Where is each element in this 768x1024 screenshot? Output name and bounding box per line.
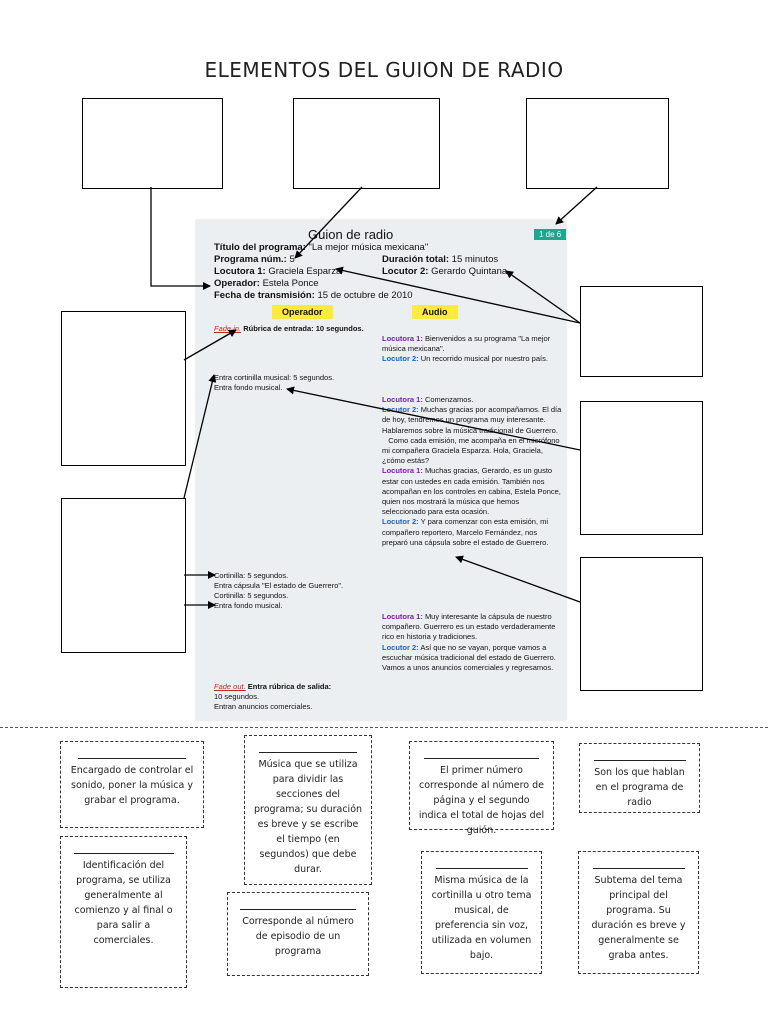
answer-blank[interactable]: [436, 858, 528, 869]
definition-card-capsula[interactable]: Subtema del tema principal del programa. Su duración es breve y generalmente se graba antes.: [578, 851, 699, 974]
definition-card-rubrica[interactable]: Identificación del programa, se utiliza generalmente al comienzo y al final o para salir a comerciales.: [60, 836, 187, 988]
answer-blank[interactable]: [259, 742, 357, 753]
answer-blank[interactable]: [594, 750, 686, 761]
audio-block-1: Locutora 1: Bienvenidos a su programa "La mejor música mexicana". Locutor 2: Un recorrido musical por nuestro país.: [382, 334, 551, 364]
cue-capsula: Cortinilla: 5 segundos. Entra cápsula "El estado de Guerrero". Cortinilla: 5 segundos. Entra fondo musical.: [214, 571, 344, 610]
answer-box-top-center[interactable]: [293, 98, 440, 189]
radio-script-image: [196, 220, 566, 720]
answer-blank[interactable]: [593, 858, 685, 869]
locutora1-row: Locutora 1: Graciela Esparza: [214, 266, 342, 277]
column-header-operador: Operador: [272, 305, 333, 319]
column-header-audio: Audio: [412, 305, 458, 319]
cue-cortinilla: Entra cortinilla musical: 5 segundos. Entra fondo musical.: [214, 373, 335, 392]
answer-box-right-3[interactable]: [580, 557, 703, 691]
definition-card-locutores[interactable]: Son los que hablan en el programa de radio: [579, 743, 700, 813]
cue-fade-out: Fade out. Entra rúbrica de salida: 10 segundos. Entran anuncios comerciales.: [214, 682, 332, 711]
audio-block-2: Locutora 1: Comenzamos. Locutor 2: Muchas gracias por acompañarnos. El día de hoy, tendremos un programa muy interesante. Hablaremos sobre la música tradicional de Guerrero. Como cada emisión, me acompaña en el micrófono mi compañera Graciela Esparza. Hola, Graciela, ¿cómo estás? Locutora 1: Muchas gracias, Gerardo, es un gusto estar con ustedes en cada emisión. También nos acompañan en los controles en cabina, Estela Ponce, quien nos mostrará la música que hemos seleccionado para esta ocasión. Locutor 2: Y para comenzar con esta emisión, mi compañero reportero, Marcelo Fernández, nos preparó una cápsula sobre el estado de Guerrero.: [382, 395, 562, 547]
program-number-row: Programa núm.: 5: [214, 254, 295, 265]
page-badge: 1 de 6: [534, 229, 566, 240]
answer-blank[interactable]: [424, 748, 539, 759]
answer-blank[interactable]: [78, 748, 186, 759]
script-title: Guion de radio: [308, 227, 394, 242]
answer-box-right-1[interactable]: [580, 286, 703, 377]
definition-card-fondo-musical[interactable]: Misma música de la cortinilla u otro tema musical, de preferencia sin voz, utilizada en volumen bajo.: [421, 851, 542, 974]
answer-box-left-upper[interactable]: [61, 311, 186, 466]
definition-card-numero-pagina[interactable]: El primer número corresponde al número de página y el segundo indica el total de hojas del guión.: [409, 741, 554, 830]
locutor2-row: Locutor 2: Gerardo Quintana: [382, 266, 508, 277]
answer-box-top-right[interactable]: [526, 98, 669, 189]
definition-card-operador[interactable]: Encargado de controlar el sonido, poner la música y grabar el programa.: [60, 741, 204, 828]
cut-line: [0, 727, 768, 728]
definition-card-programa-num[interactable]: Corresponde al número de episodio de un programa: [227, 892, 369, 976]
program-title-row: Título del programa: "La mejor música mexicana": [214, 242, 429, 253]
answer-blank[interactable]: [240, 899, 356, 910]
page-title: ELEMENTOS DEL GUION DE RADIO: [204, 58, 564, 82]
fecha-row: Fecha de transmisión: 15 de octubre de 2010: [214, 290, 413, 301]
definition-card-cortinilla[interactable]: Música que se utiliza para dividir las secciones del programa; su duración es breve y se escribe el tiempo (en segundos) que debe durar.: [244, 735, 372, 885]
arrow-to-page-badge: [556, 187, 597, 224]
answer-box-top-left[interactable]: [82, 98, 223, 189]
operador-row: Operador: Estela Ponce: [214, 278, 319, 289]
cue-fade-in: Fade in. Rúbrica de entrada: 10 segundos.: [214, 324, 364, 333]
answer-box-left-lower[interactable]: [61, 498, 186, 653]
duration-row: Duración total: 15 minutos: [382, 254, 499, 265]
audio-block-3: Locutora 1: Muy interesante la cápsula de nuestro compañero. Guerrero es un estado verdaderamente rico en historia y tradiciones. Locutor 2: Así que no se vayan, porque vamos a escuchar música tradicional del estado de Guerrero. Vamos a unos anuncios comerciales y regresamos.: [382, 612, 556, 673]
answer-box-right-2[interactable]: [580, 401, 703, 535]
answer-blank[interactable]: [74, 843, 174, 854]
